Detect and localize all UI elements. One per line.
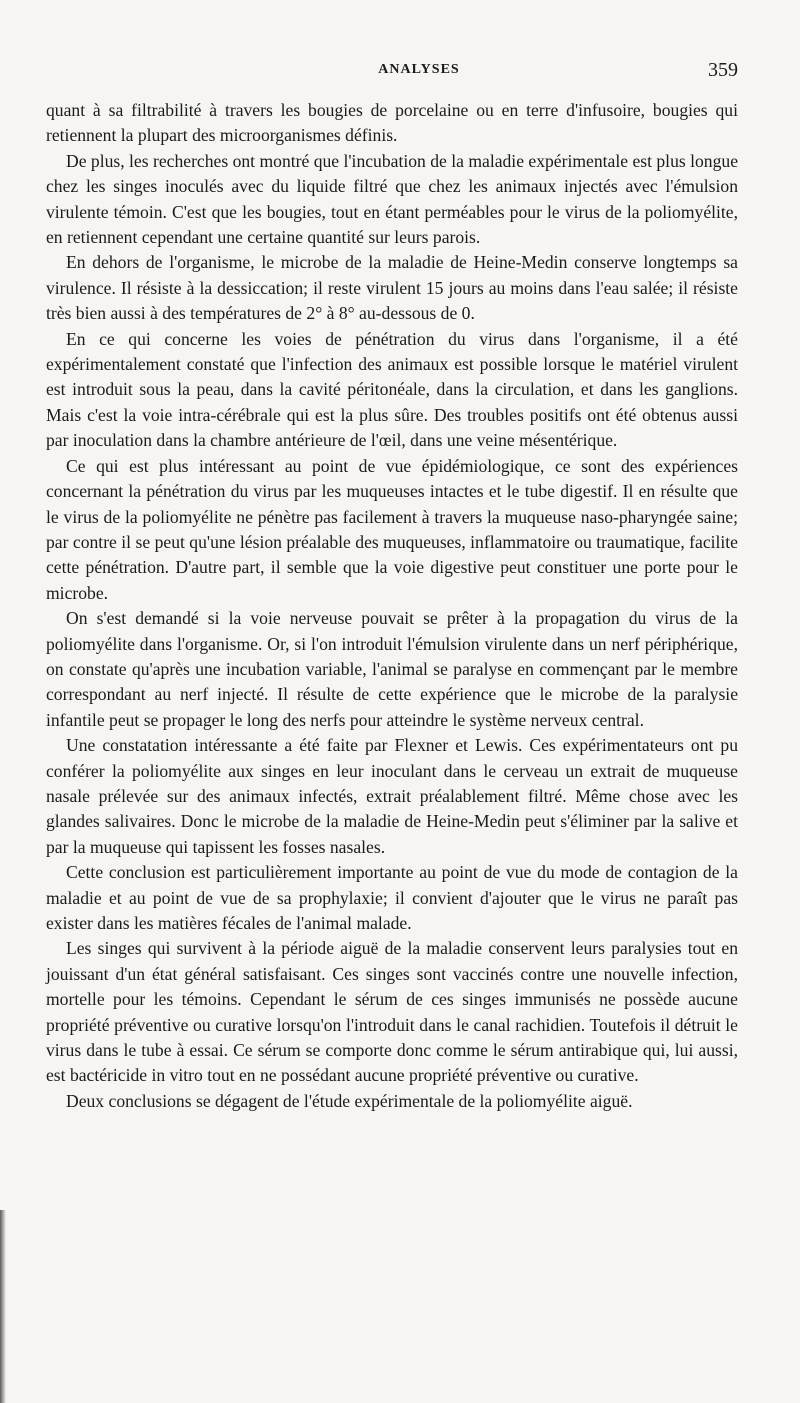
page-header: [100, 58, 738, 82]
paragraph: De plus, les recherches ont montré que l'incubation de la maladie expérimentale est plus longue chez les singes inoculés avec du liquide filtré que chez les animaux injectés avec l'émulsion virulente témoin. C'est que les bougies, tout en étant perméables pour le virus de la poliomyélite, en retiennent cependant une certaine quantité sur leurs parois.: [46, 150, 738, 248]
binding-shadow: [0, 1210, 6, 1403]
paragraph: En dehors de l'organisme, le microbe de la maladie de Heine-Medin conserve longtemps sa virulence. Il résiste à la dessiccation; il reste virulent 15 jours au moins dans l'eau salée; il résiste très bien aussi à des températures de 2° à 8° au-dessous de 0.: [46, 252, 738, 324]
page-number: 359: [708, 59, 738, 81]
paragraph: On s'est demandé si la voie nerveuse pouvait se prêter à la propagation du virus de la poliomyélite dans l'organisme. Or, si l'on introduit l'émulsion virulente dans un nerf périphérique, on constate qu'après une incubation variable, l'animal se paralyse en commençant par le membre correspondant au nerf injecté. Il résulte de cette expérience que le microbe de la paralysie infantile peut se propager le long des nerfs pour atteindre le système nerveux central.: [46, 608, 738, 730]
paragraph: Une constatation intéressante a été faite par Flexner et Lewis. Ces expérimentateurs ont pu conférer la poliomyélite aux singes en leur inoculant dans le cerveau un extrait de muqueuse nasale prélevée sur des animaux infectés, extrait préalablement filtré. Même chose avec les glandes salivaires. Donc le microbe de la maladie de Heine-Medin peut s'éliminer par la salive et par la muqueuse qui tapissent les fosses nasales.: [46, 735, 738, 857]
paragraph: En ce qui concerne les voies de pénétration du virus dans l'organisme, il a été expérimentalement constaté que l'infection des animaux est possible lorsque le matériel virulent est introduit sous la peau, dans la cavité péritonéale, dans la circulation, et dans les ganglions. Mais c'est la voie intra-cérébrale qui est la plus sûre. Des troubles positifs ont été obtenus aussi par inoculation dans la chambre antérieure de l'œil, dans une veine mésentérique.: [46, 328, 738, 451]
running-head: ANALYSES: [378, 62, 460, 77]
paragraph: Les singes qui survivent à la période aiguë de la maladie conservent leurs paralysies tout en jouissant d'un état général satisfaisant. Ces singes sont vaccinés contre une nouvelle infection, mortelle pour les témoins. Cependant le sérum de ces singes immunisés ne possède aucune propriété préventive ou curative lorsqu'on l'introduit dans le canal rachidien. Toutefois il détruit le virus dans le tube à essai. Ce sérum se comporte donc comme le sérum antirabique qui, lui aussi, est bactéricide in vitro tout en ne possédant aucune propriété préventive ou curative.: [46, 938, 738, 1086]
body-text: [46, 98, 738, 1114]
paragraph: Cette conclusion est particulièrement importante au point de vue du mode de contagion de la maladie et au point de vue de sa prophylaxie; il convient d'ajouter que le virus ne paraît pas exister dans les matières fécales de l'animal malade.: [46, 862, 738, 933]
paragraph: quant à sa filtrabilité à travers les bougies de porcelaine ou en terre d'infusoire, bougies qui retiennent la plupart des microorganismes définis.: [46, 100, 738, 146]
paragraph: Deux conclusions se dégagent de l'étude expérimentale de la poliomyélite aiguë.: [66, 1090, 633, 1111]
paragraph: Ce qui est plus intéressant au point de vue épidémiologique, ce sont des expériences concernant la pénétration du virus par les muqueuses intactes et le tube digestif. Il en résulte que le virus de la poliomyélite ne pénètre pas facilement à travers la muqueuse naso-pharyngée saine; par contre il se peut qu'une lésion préalable des muqueuses, inflammatoire ou traumatique, facilite cette pénétration. D'autre part, il semble que la voie digestive peut constituer une porte pour le microbe.: [46, 455, 738, 603]
